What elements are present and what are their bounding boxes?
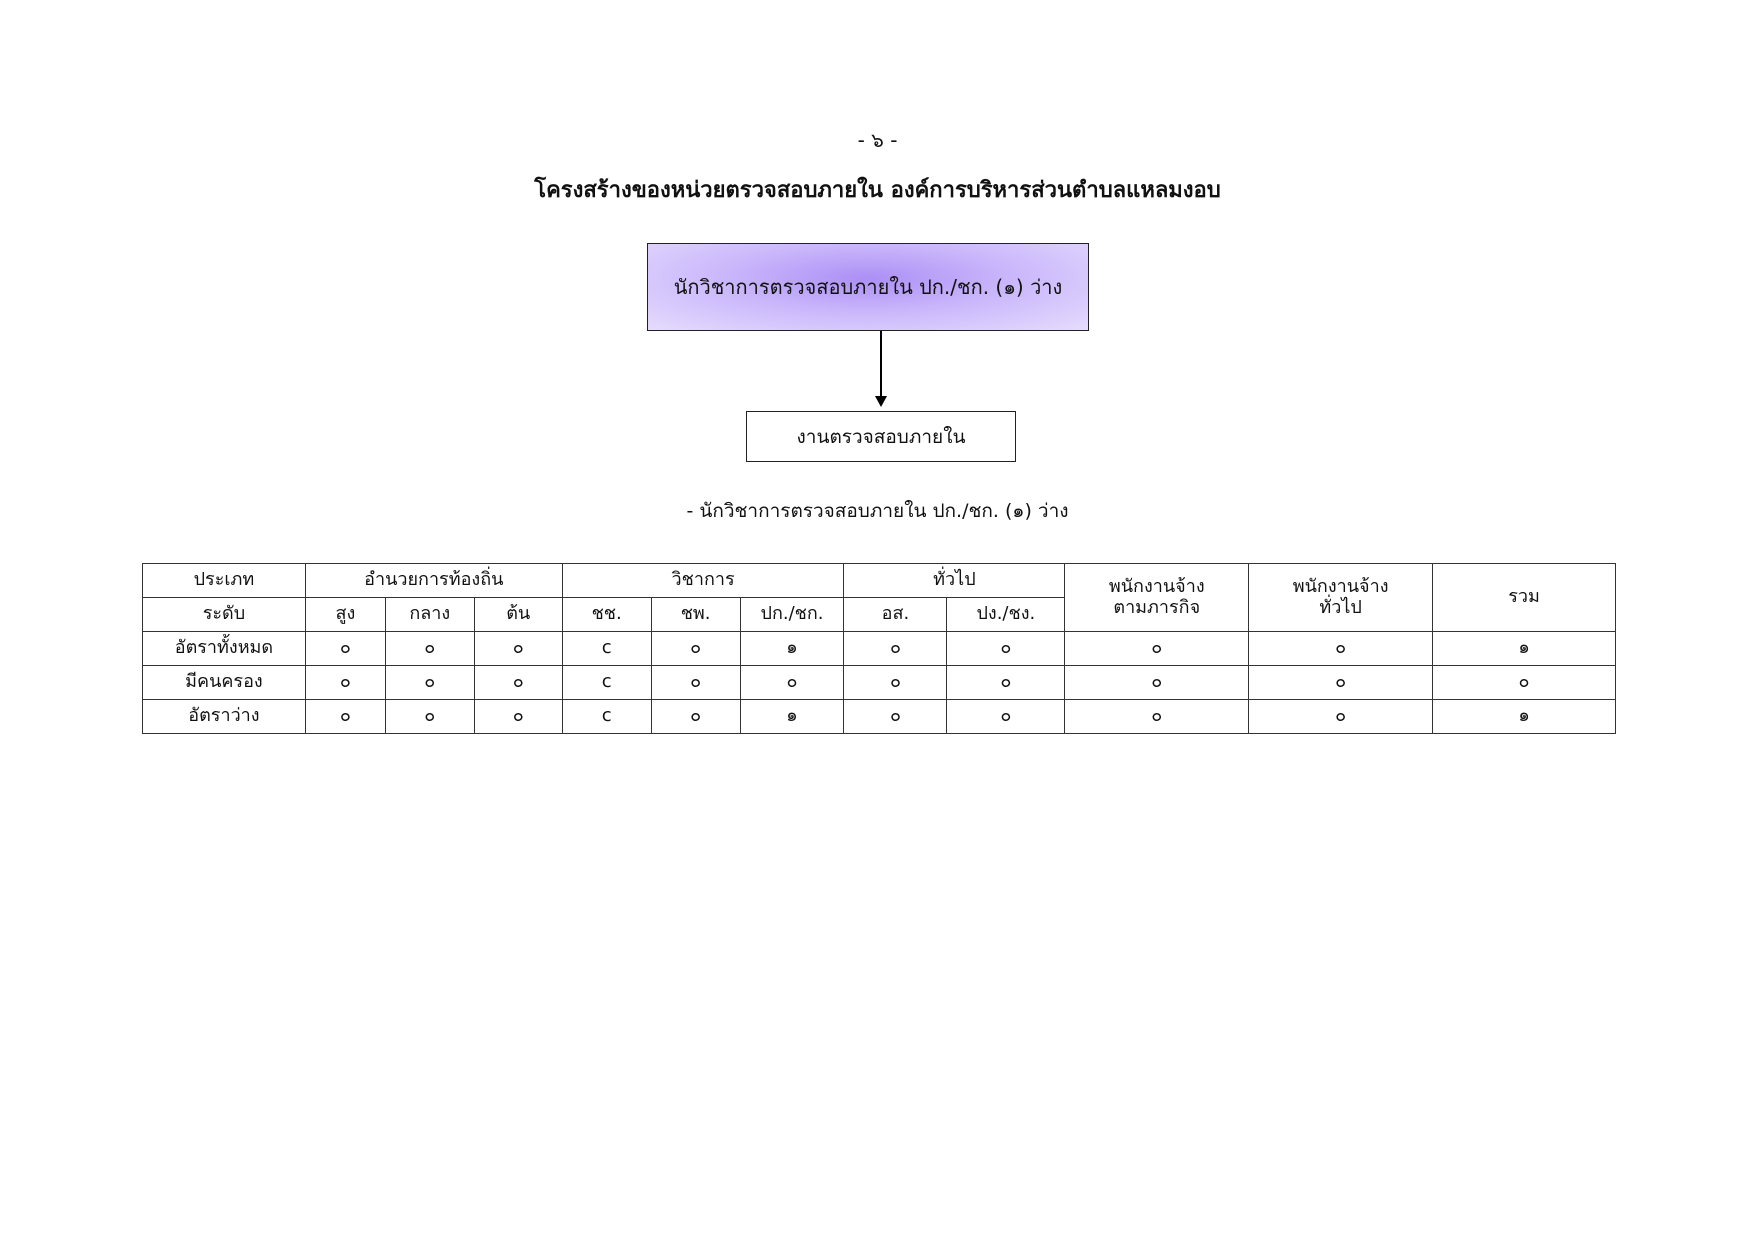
staff-note: - นักวิชาการตรวจสอบภายใน ปก./ชก. (๑) ว่าง xyxy=(686,500,1069,522)
table-cell: ๐ xyxy=(1249,666,1433,700)
row-label: มีคนครอง xyxy=(143,666,306,700)
table-cell: ๐ xyxy=(1249,700,1433,734)
level-cell: ปก./ชก. xyxy=(740,598,844,632)
table-cell: ๐ xyxy=(651,700,740,734)
header-mission-employee-line-1: พนักงานจ้าง xyxy=(1108,575,1205,597)
row-label: อัตราว่าง xyxy=(143,700,306,734)
level-cell: กลาง xyxy=(385,598,474,632)
table-cell: ๐ xyxy=(1249,632,1433,666)
table-cell: ๐ xyxy=(305,632,385,666)
org-chart-unit-label: งานตรวจสอบภายใน xyxy=(796,425,966,448)
header-general-employee-line-1: พนักงานจ้าง xyxy=(1292,575,1389,597)
level-cell: ชพ. xyxy=(651,598,740,632)
table-cell: ๐ xyxy=(474,666,562,700)
table-cell: ๐ xyxy=(474,632,562,666)
table-row xyxy=(143,700,1616,734)
header-total: รวม xyxy=(1433,564,1616,632)
table-cell: ๐ xyxy=(1065,632,1249,666)
staff-table xyxy=(142,563,1616,734)
table-cell: ๑ xyxy=(740,700,844,734)
table-header-row-1 xyxy=(143,564,1616,598)
page-number: - ๖ - xyxy=(857,128,898,152)
header-type: ประเภท xyxy=(143,564,306,598)
page-title: โครงสร้างของหน่วยตรวจสอบภายใน องค์การบริหารส่วนตำบลแหลมงอบ xyxy=(534,178,1221,203)
table-cell: ๑ xyxy=(1433,632,1616,666)
org-chart-unit-box xyxy=(746,411,1016,462)
table-cell: ๐ xyxy=(947,666,1065,700)
level-cell: สูง xyxy=(305,598,385,632)
header-local-admin: อำนวยการท้องถิ่น xyxy=(305,564,562,598)
table-cell: ๐ xyxy=(947,632,1065,666)
table-cell: c xyxy=(562,700,651,734)
table-cell: c xyxy=(562,632,651,666)
level-cell: ชช. xyxy=(562,598,651,632)
table-cell: c xyxy=(562,666,651,700)
table-cell: ๐ xyxy=(844,632,947,666)
table-cell: ๐ xyxy=(651,666,740,700)
row-label: อัตราทั้งหมด xyxy=(143,632,306,666)
table-cell: ๐ xyxy=(1065,700,1249,734)
table-cell: ๐ xyxy=(385,666,474,700)
header-academic: วิชาการ xyxy=(562,564,844,598)
table-row xyxy=(143,632,1616,666)
level-cell: ต้น xyxy=(474,598,562,632)
table-cell: ๐ xyxy=(740,666,844,700)
header-level: ระดับ xyxy=(143,598,306,632)
table-cell: ๐ xyxy=(1433,666,1616,700)
table-cell: ๐ xyxy=(947,700,1065,734)
table-cell: ๐ xyxy=(305,700,385,734)
table-cell: ๐ xyxy=(844,666,947,700)
table-cell: ๐ xyxy=(385,632,474,666)
table-cell: ๐ xyxy=(385,700,474,734)
header-general-employee xyxy=(1249,564,1433,632)
table-cell: ๐ xyxy=(844,700,947,734)
table-cell: ๐ xyxy=(474,700,562,734)
header-mission-employee-line-2: ตามภารกิจ xyxy=(1113,596,1201,618)
header-mission-employee xyxy=(1065,564,1249,632)
level-cell: อส. xyxy=(844,598,947,632)
header-general-employee-line-2: ทั่วไป xyxy=(1319,596,1362,618)
level-cell: ปง./ชง. xyxy=(947,598,1065,632)
table-cell: ๐ xyxy=(305,666,385,700)
table-cell: ๑ xyxy=(740,632,844,666)
table-cell: ๐ xyxy=(1065,666,1249,700)
table-cell: ๑ xyxy=(1433,700,1616,734)
table-cell: ๐ xyxy=(651,632,740,666)
org-chart-head-label: นักวิชาการตรวจสอบภายใน ปก./ชก. (๑) ว่าง xyxy=(673,275,1063,299)
header-general: ทั่วไป xyxy=(844,564,1065,598)
table-row xyxy=(143,666,1616,700)
